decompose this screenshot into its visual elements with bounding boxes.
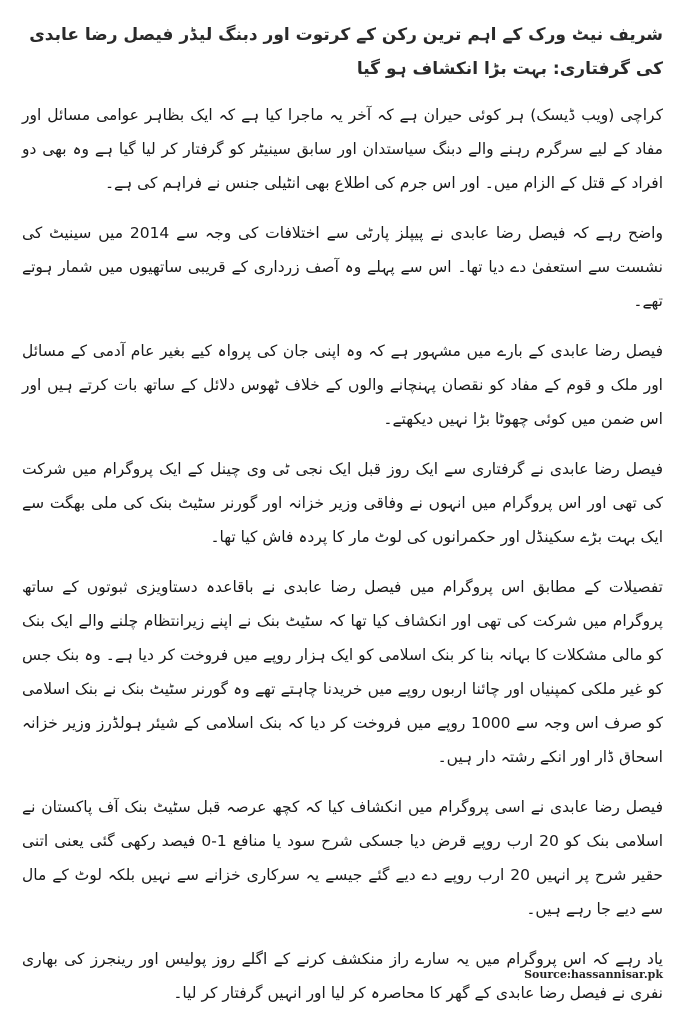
article-paragraph-5: تفصیلات کے مطابق اس پروگرام میں فیصل رضا عابدی نے باقاعدہ دستاویزی ثبوتوں کے ساتھ پروگرام میں شرکت کی تھی اور انکشاف کیا تھا کہ سٹیٹ بنک نے اپنے زیرانتظام چلنے والے ایک بنک کو مالی مشکلات کا بہانہ بنا کر بنک اسلامی کو ایک ہزار روپے میں فروخت کر دیا ہے۔ وہ بنک جس کو غیر ملکی کمپنیاں اور چائنا اربوں روپے میں خریدنا چاہتے تھے وہ گورنر سٹیٹ بنک نے بنک اسلامی کو صرف اس وجہ سے 1000 روپے میں فروخت کر دیا کہ بنک اسلامی کے شیئر ہولڈرز وزیر خزانہ اسحاق ڈار اور انکے رشتہ دار ہیں۔ xyxy=(22,578,664,766)
article-paragraph-1: کراچی (ویب ڈیسک) ہر کوئی حیران ہے کہ آخر یہ ماجرا کیا ہے کہ ایک بظاہر عوامی مسائل اور مفاد کے لیے سرگرم رہنے والے دبنگ سیاستدان اور سابق سینیٹر کو گرفتار کر لیا گیا ہے وہ بھی دو افراد کے قتل کے الزام میں۔ اور اس جرم کی اطلاع بھی انٹیلی جنس نے فراہم کی ہے۔ xyxy=(22,106,663,192)
article-headline: شریف نیٹ ورک کے اہم ترین رکن کے کرتوت اور دبنگ لیڈر فیصل رضا عابدی کی گرفتاری: بہت بڑا انکشاف ہو گیا xyxy=(29,25,663,79)
article-body xyxy=(22,98,663,1010)
article-paragraph-2: واضح رہے کہ فیصل رضا عابدی نے پیپلز پارٹی سے اختلافات کی وجہ سے 2014 میں سینیٹ کی نشست سے استعفیٰ دے دیا تھا۔ اس سے پہلے وہ آصف زرداری کے قریبی ساتھیوں میں شمار ہوتے تھے۔ xyxy=(22,224,663,310)
article-paragraph-6: فیصل رضا عابدی نے اسی پروگرام میں انکشاف کیا کہ کچھ عرصہ قبل سٹیٹ بنک آف پاکستان نے اسلامی بنک کو 20 ارب روپے قرض دیا جسکی شرح سود یا منافع 1-0 فیصد رکھی گئی یعنی اتنی حقیر شرح پر انہیں 20 ارب روپے دے دیے گئے جیسے یہ سرکاری خزانے سے نہیں بلکہ لوٹ کے مال سے دیے جا رہے ہیں۔ xyxy=(22,798,664,918)
article-paragraph-3: فیصل رضا عابدی کے بارے میں مشہور ہے کہ وہ اپنی جان کی پرواہ کیے بغیر عام آدمی کے مسائل اور ملک و قوم کے مفاد کو نقصان پہنچانے والوں کے خلاف ٹھوس دلائل کے ساتھ بات کرتے ہیں اور اس ضمن میں کوئی چھوٹا بڑا نہیں دیکھتے۔ xyxy=(22,342,663,428)
source-credit: Source:hassannisar.pk xyxy=(524,968,663,981)
article-paragraph-7: یاد رہے کہ اس پروگرام میں یہ سارے راز منکشف کرنے کے اگلے روز پولیس اور رینجرز کی بھاری نفری نے فیصل رضا عابدی کے گھر کا محاصرہ کر لیا اور انہیں گرفتار کر لیا۔ xyxy=(22,950,663,1002)
article-paragraph-4: فیصل رضا عابدی نے گرفتاری سے ایک روز قبل ایک نجی ٹی وی چینل کے ایک پروگرام میں شرکت کی تھی اور اس پروگرام میں انہوں نے وفاقی وزیر خزانہ اور گورنر سٹیٹ بنک کی ملی بھگت سے ایک بہت بڑے سکینڈل اور حکمرانوں کی لوٹ مار کا پردہ فاش کیا تھا۔ xyxy=(22,460,663,546)
